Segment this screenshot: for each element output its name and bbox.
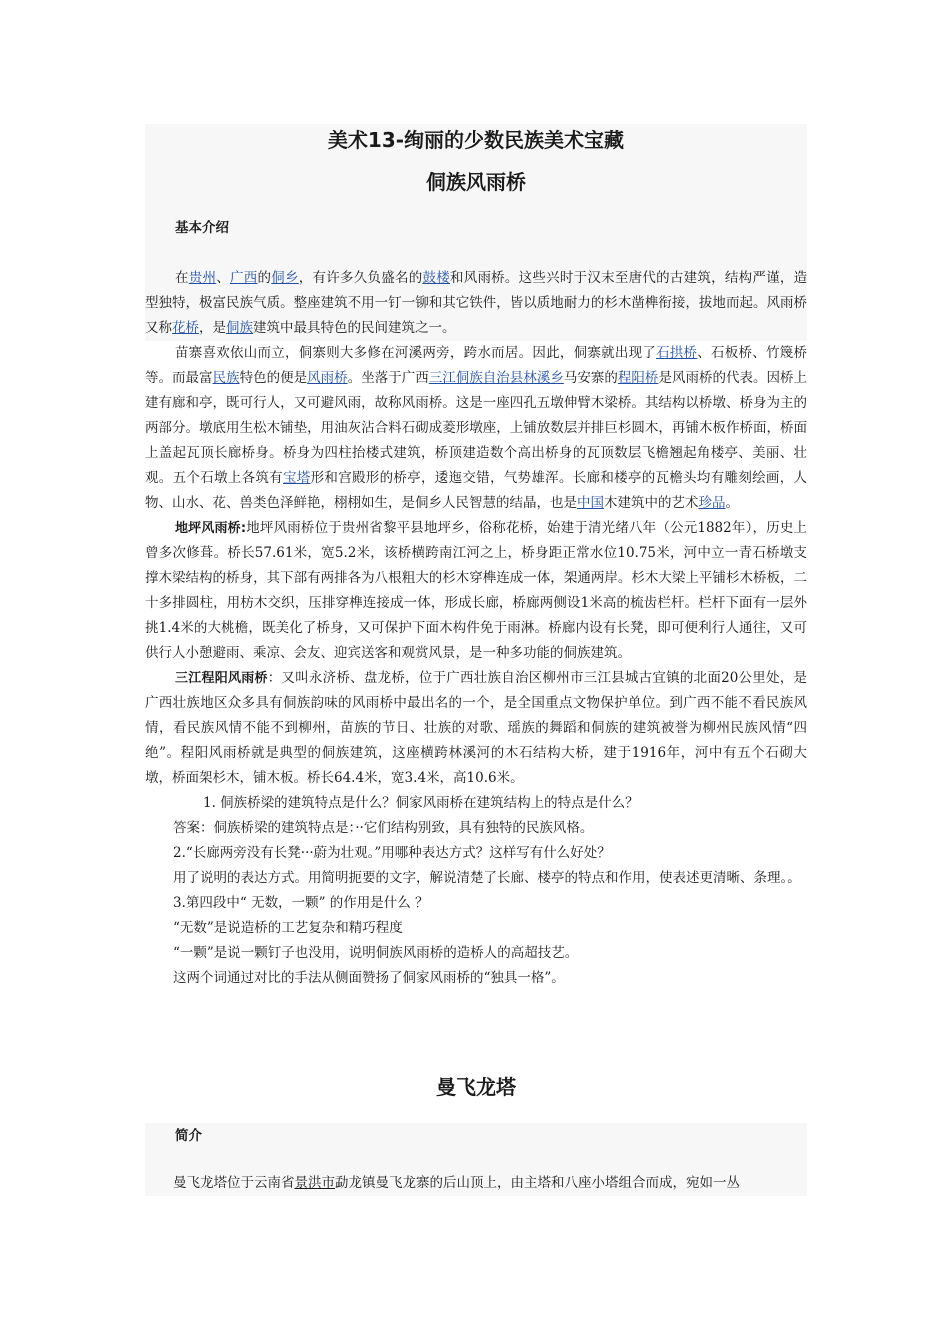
paragraph-intro	[145, 266, 807, 341]
answer-1: 答案：侗族桥梁的建筑特点是：··它们结构别致，具有独特的民族风格。	[173, 820, 594, 836]
text-run: 特色的便是	[239, 370, 308, 386]
inline-link[interactable]: 贵州	[188, 270, 217, 286]
inline-link[interactable]: 石拱桥	[656, 345, 698, 361]
top-section	[145, 124, 807, 341]
paragraph-pagoda-intro	[145, 1171, 807, 1196]
inline-link[interactable]: 珍品	[698, 495, 726, 511]
inline-link[interactable]: 鼓楼	[422, 270, 450, 286]
paragraph-chengyang-bridge	[145, 666, 807, 791]
text-run: 勐龙镇曼飞龙寨的后山顶上，由主塔和八座小塔组合而成，宛如一丛	[335, 1175, 740, 1191]
answer-3b: “一颗”是说一颗钉子也没用，说明侗族风雨桥的造桥人的高超技艺。	[173, 945, 579, 961]
text-run: 曼飞龙塔位于云南省	[173, 1175, 295, 1191]
inline-link[interactable]: 宝塔	[282, 470, 311, 486]
inline-link[interactable]: 侗乡	[271, 270, 299, 286]
text-run: 、	[216, 270, 230, 286]
section-title-bridge: 侗族风雨桥	[426, 170, 526, 194]
section-title-pagoda: 曼飞龙塔	[145, 1059, 807, 1123]
chengyang-heading: 三江程阳风雨桥	[175, 671, 268, 686]
text-run: 苗寨喜欢依山而立，侗寨则大多修在河溪两旁，跨水而居。因此，侗寨就出现了	[175, 345, 657, 361]
inline-link[interactable]: 广西	[230, 270, 258, 286]
text-run: 马安寨的	[563, 370, 618, 386]
paragraph-miao-village	[145, 341, 807, 516]
text-run: 在	[175, 270, 189, 286]
diping-body: 地坪风雨桥位于贵州省黎平县地坪乡，俗称花桥，始建于清光绪八年（公元1882年），历史上曾多次修葺。桥长57.61米，宽5.2米，该桥横跨南江河之上，桥身距正常水位10.75米，河中立一青石桥墩支撑木梁结构的桥身，其下部有两排各为八根粗大的杉木穿榫连成一体，架通两岸。杉木大梁上平铺杉木桥板，二十多排圆柱，用枋木交织，压排穿榫连接成一体，形成长廊，桥廊两侧设1米高的梳齿栏杆。栏杆下面有一层外挑1.4米的大桃檐，既美化了桥身，又可保护下面木构件免于雨淋。桥廊内设有长凳，即可便利行人通往，又可供行人小憩避雨、乘凉、会友、迎宾送客和观赏风景，是一种多功能的侗族建筑。	[145, 520, 808, 661]
question-2: 2.“长廊两旁没有长凳···蔚为壮观。”用哪种表达方式？这样写有什么好处？	[173, 845, 611, 861]
paragraph-diping-bridge	[145, 516, 807, 666]
section-gap	[145, 991, 807, 1059]
section-label-intro: 基本介绍	[175, 220, 229, 236]
question-1: 1. 侗族桥梁的建筑特点是什么？侗家风雨桥在建筑结构上的特点是什么？	[203, 795, 639, 811]
answer-3a: “无数”是说造桥的工艺复杂和精巧程度	[173, 920, 403, 936]
inline-link[interactable]: 程阳桥	[617, 370, 659, 386]
text-run: 和风雨桥。这些兴时于汉末至唐代的古建筑，结构严谨，造型独特，极富民族气质。整座建筑不用一钉一铆和其它铁件，皆以质地耐力的杉木凿榫衔接，拔地而起。风雨桥又称	[145, 270, 808, 336]
inline-link[interactable]: 侗族	[226, 320, 253, 336]
inline-link[interactable]: 民族	[212, 370, 240, 386]
answer-2: 用了说明的表达方式。用简明扼要的文字，解说清楚了长廊、楼亭的特点和作用，使表述更清晰、条理。。	[173, 870, 801, 886]
text-run: ，是	[199, 320, 226, 336]
text-run: 。坐落于广西	[347, 370, 429, 386]
chengyang-body: ：又叫永济桥、盘龙桥，位于广西壮族自治区柳州市三江县城古宜镇的北面20公里处，是广西壮族地区众多具有侗族韵味的风雨桥中最出名的一个，是全国重点文物保护单位。到广西不能不看民族风情，看民族风情不能不到柳州，苗族的节日、壮族的对歌、瑶族的舞蹈和侗族的建筑被誉为柳州民族风情“四绝”。程阳风雨桥就是典型的侗族建筑，这座横跨林溪河的木石结构大桥，建于1916年，河中有五个石砌大墩，桥面架杉木，铺木板。桥长64.4米，宽3.4米，高10.6米。	[145, 670, 807, 786]
inline-link[interactable]: 花桥	[172, 320, 199, 336]
section-label-brief: 简介	[175, 1128, 202, 1144]
inline-link[interactable]: 风雨桥	[307, 370, 348, 386]
text-run: 是风雨桥的代表。因桥上建有廊和亭，既可行人，又可避风雨，故称风雨桥。这是一座四孔五墩伸臂木梁桥。其结构以桥墩、桥身为主的两部分。墩底用生松木铺垫，用油灰沾合料石砌成菱形墩座，上铺放数层并排巨杉圆木，再铺木板作桥面，桥面上盖起瓦顶长廊桥身。桥身为四柱抬楼式建筑，桥顶建造数个高出桥身的瓦顶数层飞檐翘起角楼亭、美丽、壮观。五个石墩上各筑有	[145, 370, 808, 486]
diping-heading: 地坪风雨桥:	[175, 521, 247, 536]
text-run: ，有许多久负盛名的	[298, 270, 423, 286]
text-run: 木建筑中的艺术	[604, 495, 699, 511]
inline-link[interactable]: 中国	[577, 495, 604, 511]
document-page	[145, 124, 807, 1196]
text-run: 形和宫殿形的桥亭，逶迤交错，气势雄浑。长廊和楼亭的瓦檐头均有雕刻绘画，人物、山水、花、兽类色泽鲜艳，栩栩如生，是侗乡人民智慧的结晶，也是	[145, 470, 808, 511]
text-run: 、石板桥、竹篾桥等。而最富	[145, 345, 808, 386]
inline-link[interactable]: 景洪市	[294, 1175, 335, 1191]
document-title: 美术13-绚丽的少数民族美术宝藏	[327, 128, 625, 152]
answer-3c: 这两个词通过对比的手法从侧面赞扬了侗家风雨桥的“独具一格”。	[173, 970, 565, 986]
text-run: 建筑中最具特色的民间建筑之一。	[253, 320, 456, 336]
inline-link[interactable]: 三江侗族自治县林溪乡	[428, 370, 564, 386]
question-3: 3.第四段中“ 无数，一颗” 的作用是什么 ？	[173, 895, 429, 911]
text-run: 。	[725, 495, 739, 511]
text-run: 的	[257, 270, 272, 286]
